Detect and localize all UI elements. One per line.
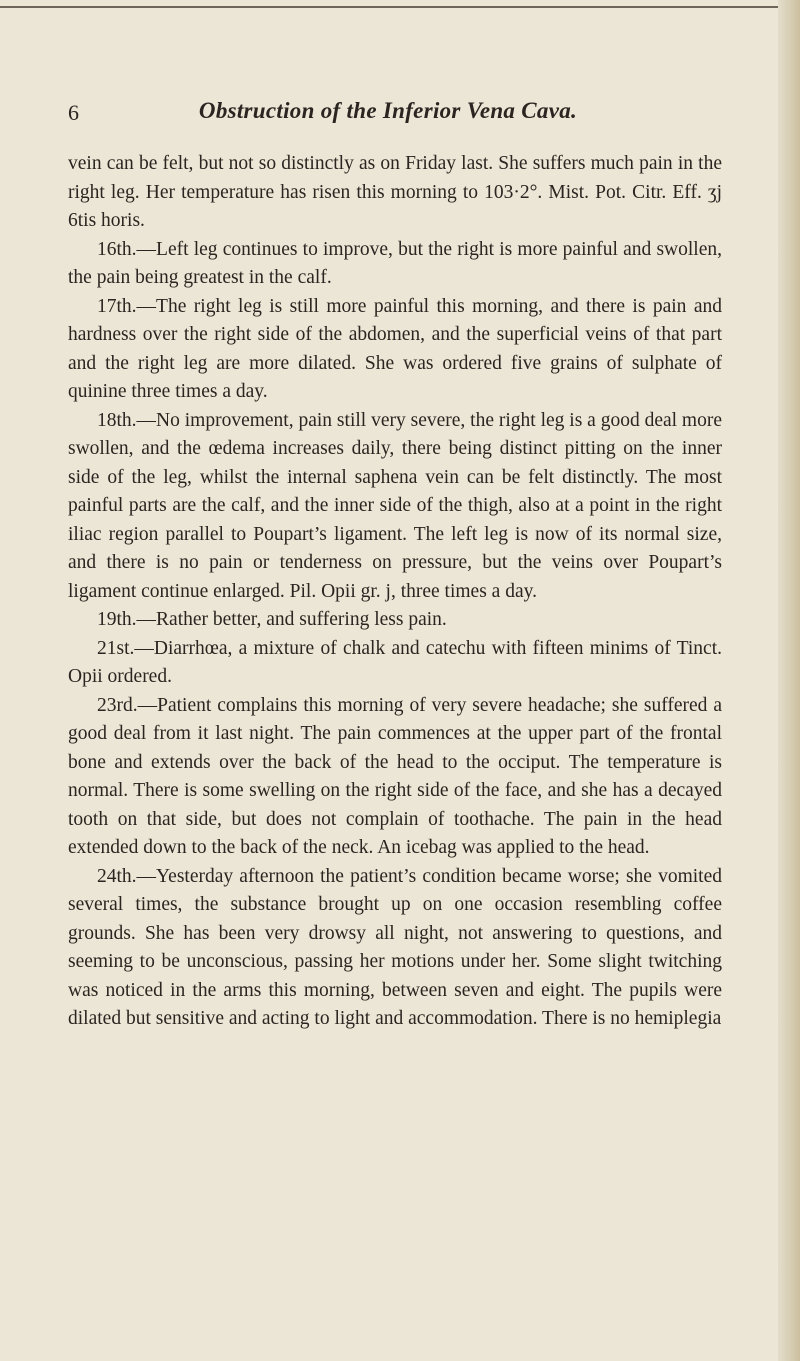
body-text [68,150,722,1034]
paragraph-24th: 24th.—Yesterday afternoon the patient’s condition became worse; she vomited several times, the substance brought up on one occasion resembling coffee grounds. She has been very drowsy all night, not answering to questions, and seeming to be unconscious, passing her motions under her. Some slight twitching was noticed in the arms this morning, between seven and eight. The pupils were dilated but sensitive and acting to light and accommodation. There is no hemiplegia [68,865,722,1029]
page-edge [778,0,800,1361]
paragraph-23rd: 23rd.—Patient complains this morning of very severe headache; she suffered a good deal from it last night. The pain commences at the upper part of the frontal bone and extends over the back of the head to the occiput. The temperature is normal. There is some swelling on the right side of the face, and she has a decayed tooth on that side, but does not complain of toothache. The pain in the head extended down to the back of the neck. An icebag was applied to the head. [68,694,722,858]
paragraph-19th: 19th.—Rather better, and suffering less pain. [97,609,447,630]
page-header [68,92,708,128]
paragraph-21st: 21st.—Diarrhœa, a mixture of chalk and catechu with fifteen minims of Tinct. Opii ordered. [68,637,722,687]
paragraph-continuation: vein can be felt, but not so distinctly as on Friday last. She suffers much pain in the right leg. Her temperature has risen this morning to 103·2°. Mist. Pot. Citr. Eff. ʒj 6tis horis. [68,153,722,231]
paragraph-17th: 17th.—The right leg is still more painful this morning, and there is pain and hardness over the right side of the abdomen, and the superficial veins of that part and the right leg are more dilated. She was ordered five grains of sulphate of quinine three times a day. [68,295,722,402]
paragraph-18th: 18th.—No improvement, pain still very severe, the right leg is a good deal more swollen, and the œdema increases daily, there being distinct pitting on the inner side of the leg, whilst the internal saphena vein can be felt distinctly. The most painful parts are the calf, and the inner side of the thigh, also at a point in the right iliac region parallel to Poupart’s ligament. The left leg is now of its normal size, and there is no pain or tenderness on pressure, but the veins over Poupart’s ligament continue enlarged. Pil. Opii gr. j, three times a day. [68,409,722,602]
paragraph-16th: 16th.—Left leg continues to improve, but the right is more painful and swollen, the pain being greatest in the calf. [68,238,722,288]
running-title: Obstruction of the Inferior Vena Cava. [198,98,578,123]
page-number: 6 [68,100,79,125]
top-rule [0,6,800,8]
